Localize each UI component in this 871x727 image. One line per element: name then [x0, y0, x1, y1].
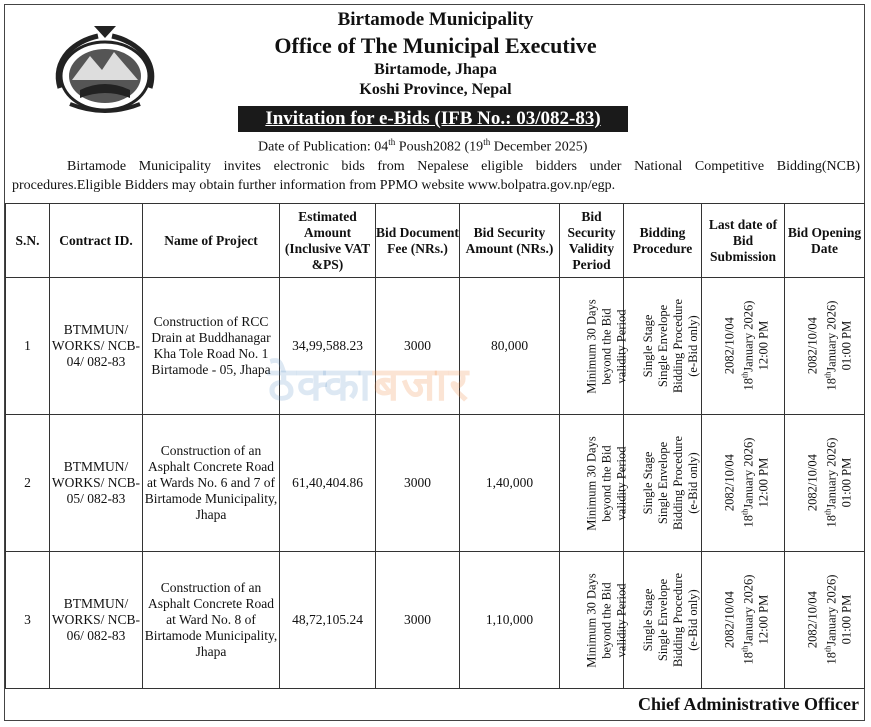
opening-text: 2082/10/04 18thJanuary 2026) 01:00 PM [805, 575, 854, 665]
header-fee: Bid Document Fee (NRs.) [376, 204, 460, 278]
validity-text: Minimum 30 Days beyond the Bid validity Period [584, 572, 629, 668]
cell-validity [560, 552, 629, 689]
office-name: Office of The Municipal Executive [274, 33, 597, 58]
header-security: Bid Security Amount (NRs.) [460, 204, 560, 278]
cell-amount: 34,99,588.23 [280, 278, 376, 415]
header-amount: Estimated Amount (Inclusive VAT &PS) [280, 204, 376, 278]
address-line2: Koshi Province, Nepal [359, 81, 512, 98]
procedure-text: Single Stage Single Envelope Bidding Procedure (e-Bid only) [641, 435, 701, 531]
cell-procedure [624, 278, 702, 415]
cell-sn: 2 [6, 415, 50, 552]
header-sn: S.N. [6, 204, 50, 278]
cell-opening [785, 415, 865, 552]
cell-validity [560, 278, 629, 415]
cell-procedure [624, 552, 702, 689]
intro-paragraph: Birtamode Municipality invites electronic bids from Nepalese eligible bidders under National Competitive Bidding(NCB) procedures.Eligible Bidders may obtain further information from PPMO website www.bolpatra.gov.np/egp. [12, 159, 860, 193]
cell-validity [560, 415, 629, 552]
publication-date: Date of Publication: 04th Poush2082 (19th December 2025) [258, 137, 588, 155]
table-row [6, 415, 865, 552]
procedure-text: Single Stage Single Envelope Bidding Procedure (e-Bid only) [641, 298, 701, 394]
opening-text: 2082/10/04 18thJanuary 2026) 01:00 PM [805, 301, 854, 391]
cell-amount: 61,40,404.86 [280, 415, 376, 552]
last-date-text: 2082/10/04 18thJanuary 2026) 12:00 PM [722, 301, 771, 391]
validity-text: Minimum 30 Days beyond the Bid validity Period [584, 435, 629, 531]
cell-last-date [702, 415, 785, 552]
cell-security: 1,40,000 [460, 415, 560, 552]
cell-fee: 3000 [376, 278, 460, 415]
cell-contract: BTMMUN/ WORKS/ NCB-06/ 082-83 [50, 552, 143, 689]
cell-security: 80,000 [460, 278, 560, 415]
cell-project: Construction of RCC Drain at Buddhanagar Kha Tole Road No. 1 Birtamode - 05, Jhapa [143, 278, 280, 415]
header-validity: Bid Security Validity Period [560, 204, 624, 278]
header-contract: Contract ID. [50, 204, 143, 278]
cell-project: Construction of an Asphalt Concrete Road at Ward No. 8 of Birtamode Municipality, Jhapa [143, 552, 280, 689]
cell-opening [785, 552, 865, 689]
cell-sn: 1 [6, 278, 50, 415]
procedure-text: Single Stage Single Envelope Bidding Procedure (e-Bid only) [641, 572, 701, 668]
opening-text: 2082/10/04 18thJanuary 2026) 01:00 PM [805, 438, 854, 528]
address-line1: Birtamode, Jhapa [374, 61, 497, 78]
cell-opening [785, 278, 865, 415]
cell-procedure [624, 415, 702, 552]
last-date-text: 2082/10/04 18thJanuary 2026) 12:00 PM [722, 438, 771, 528]
ifb-title: Invitation for e-Bids (IFB No.: 03/082-83) [238, 106, 628, 132]
cell-security: 1,10,000 [460, 552, 560, 689]
header-procedure: Bidding Procedure [624, 204, 702, 278]
table-row [6, 552, 865, 689]
cell-last-date [702, 278, 785, 415]
cell-fee: 3000 [376, 415, 460, 552]
cell-fee: 3000 [376, 552, 460, 689]
cell-last-date [702, 552, 785, 689]
cell-amount: 48,72,105.24 [280, 552, 376, 689]
bids-table [5, 203, 865, 689]
header-project: Name of Project [143, 204, 280, 278]
watermark: ठेक्काबजार [268, 357, 471, 411]
cell-contract: BTMMUN/ WORKS/ NCB-04/ 082-83 [50, 278, 143, 415]
header-opening: Bid Opening Date [785, 204, 865, 278]
table-row [6, 278, 865, 415]
table-header-row [6, 204, 865, 278]
cell-project: Construction of an Asphalt Concrete Road at Wards No. 6 and 7 of Birtamode Municipality, Jhapa [143, 415, 280, 552]
signatory: Chief Administrative Officer [638, 694, 859, 714]
municipality-name: Birtamode Municipality [337, 9, 534, 30]
cell-contract: BTMMUN/ WORKS/ NCB-05/ 082-83 [50, 415, 143, 552]
header-last-date: Last date of Bid Submission [702, 204, 785, 278]
cell-sn: 3 [6, 552, 50, 689]
validity-text: Minimum 30 Days beyond the Bid validity Period [584, 298, 629, 394]
last-date-text: 2082/10/04 18thJanuary 2026) 12:00 PM [722, 575, 771, 665]
